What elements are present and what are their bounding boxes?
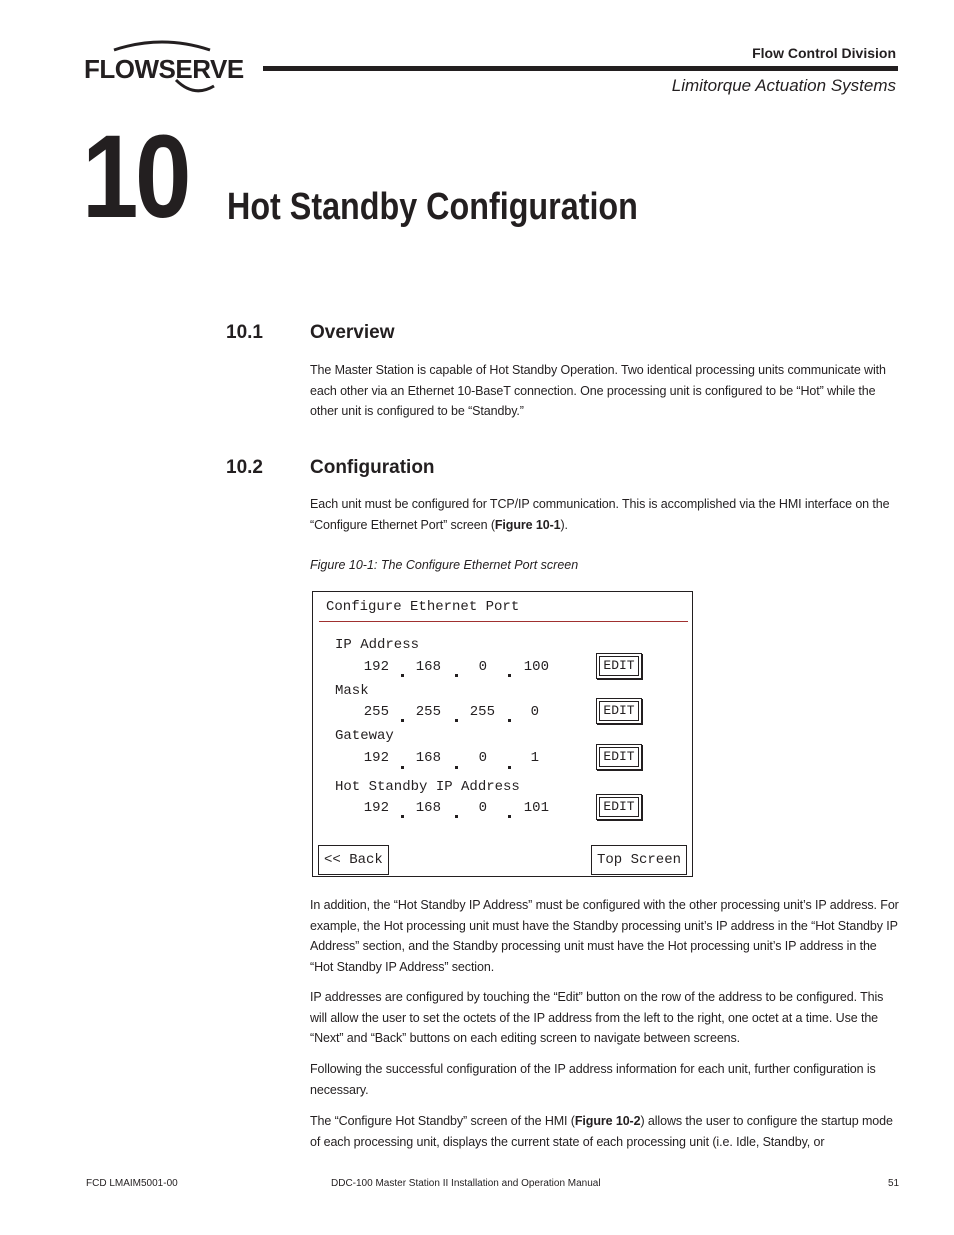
hmi-divider [319, 621, 688, 622]
mask-octet: 255 [469, 704, 495, 720]
logo-wordmark: FLOWSERVE [84, 54, 244, 84]
chapter-number: 10 [82, 111, 189, 243]
body-paragraph: IP addresses are configured by touching the “Edit” button on the row of the address to be configured. This will allow the user to set the octets of the IP address from the left to the right, one octet at a time. Use the “Next” and “Back” buttons on each editing screen to navigate between screens. [310, 990, 884, 1045]
hot-standby-octet: 101 [523, 800, 549, 816]
figure-caption: Figure 10-1: The Configure Ethernet Port screen [310, 558, 579, 572]
mask-octet: 0 [530, 704, 539, 720]
subdivision-name: Limitorque Actuation Systems [671, 76, 896, 95]
footer-page-number: 51 [888, 1178, 900, 1189]
top-screen-button[interactable]: Top Screen [591, 845, 687, 875]
ip-octet: 0 [478, 659, 487, 675]
section-title: Overview [310, 322, 395, 343]
octet-dot [508, 766, 511, 769]
section-number: 10.2 [226, 457, 263, 478]
octet-dot [455, 719, 458, 722]
octet-dot [401, 815, 404, 818]
gateway-octet: 192 [363, 750, 389, 766]
footer-doc-code: FCD LMAIM5001-00 [86, 1178, 178, 1189]
figure-reference: Figure 10-1 [494, 517, 561, 532]
body-paragraph: The “Configure Hot Standby” screen of the HMI (Figure 10-2) allows the user to configure the startup mode of each processing unit, displays the current state of each processing unit (i.e. Idle, Standby, or [310, 1114, 893, 1149]
header-rule [263, 66, 898, 71]
octet-dot [401, 766, 404, 769]
hot-standby-octet: 168 [415, 800, 441, 816]
section-number: 10.1 [226, 322, 263, 343]
edit-mask-button[interactable]: EDIT [596, 698, 642, 724]
ip-octet: 168 [415, 659, 441, 675]
ip-octet: 192 [363, 659, 389, 675]
division-name: Flow Control Division [752, 45, 896, 61]
ip-address-label: IP Address [335, 637, 420, 653]
gateway-octet: 1 [530, 750, 539, 766]
gateway-octet: 168 [415, 750, 441, 766]
hot-standby-octet: 192 [363, 800, 389, 816]
overview-paragraph: The Master Station is capable of Hot Standby Operation. Two identical processing units communicate with each other via an Ethernet 10-BaseT connection. One processing unit is configured to be “Hot” while the other unit is configured to be “Standby.” [310, 363, 886, 418]
octet-dot [401, 674, 404, 677]
octet-dot [401, 719, 404, 722]
gateway-octet: 0 [478, 750, 487, 766]
hmi-screen-title: Configure Ethernet Port [326, 599, 520, 615]
octet-dot [508, 815, 511, 818]
hot-standby-ip-label: Hot Standby IP Address [335, 779, 520, 795]
chapter-title: Hot Standby Configuration [227, 186, 638, 228]
back-button[interactable]: << Back [318, 845, 389, 875]
body-paragraph: In addition, the “Hot Standby IP Address” must be configured with the other processing unit’s IP address. For example, the Hot processing unit must have the Standby processing unit’s IP address in the “Hot Standby IP Address” section, and the Standby processing unit must have the Hot processing unit’s IP address in the “Hot Standby IP Address” section. [310, 898, 899, 974]
hmi-screen [312, 591, 693, 877]
hot-standby-octet: 0 [478, 800, 487, 816]
octet-dot [508, 674, 511, 677]
mask-label: Mask [335, 683, 369, 699]
edit-ip-address-button[interactable]: EDIT [596, 653, 642, 679]
octet-dot [455, 766, 458, 769]
mask-octet: 255 [363, 704, 389, 720]
mask-octet: 255 [415, 704, 441, 720]
body-paragraph: Following the successful configuration of the IP address information for each unit, further configuration is necessary. [310, 1062, 876, 1097]
configuration-paragraph: Each unit must be configured for TCP/IP communication. This is accomplished via the HMI interface on the “Configure Ethernet Port” screen (Figure 10-1). [310, 497, 890, 532]
edit-gateway-button[interactable]: EDIT [596, 744, 642, 770]
edit-hot-standby-ip-button[interactable]: EDIT [596, 794, 642, 820]
ip-octet: 100 [523, 659, 549, 675]
gateway-label: Gateway [335, 728, 394, 744]
footer-manual-title: DDC-100 Master Station II Installation and Operation Manual [331, 1178, 601, 1189]
flowserve-logo [84, 40, 244, 98]
figure-reference: Figure 10-2 [574, 1114, 641, 1128]
section-title: Configuration [310, 457, 435, 478]
